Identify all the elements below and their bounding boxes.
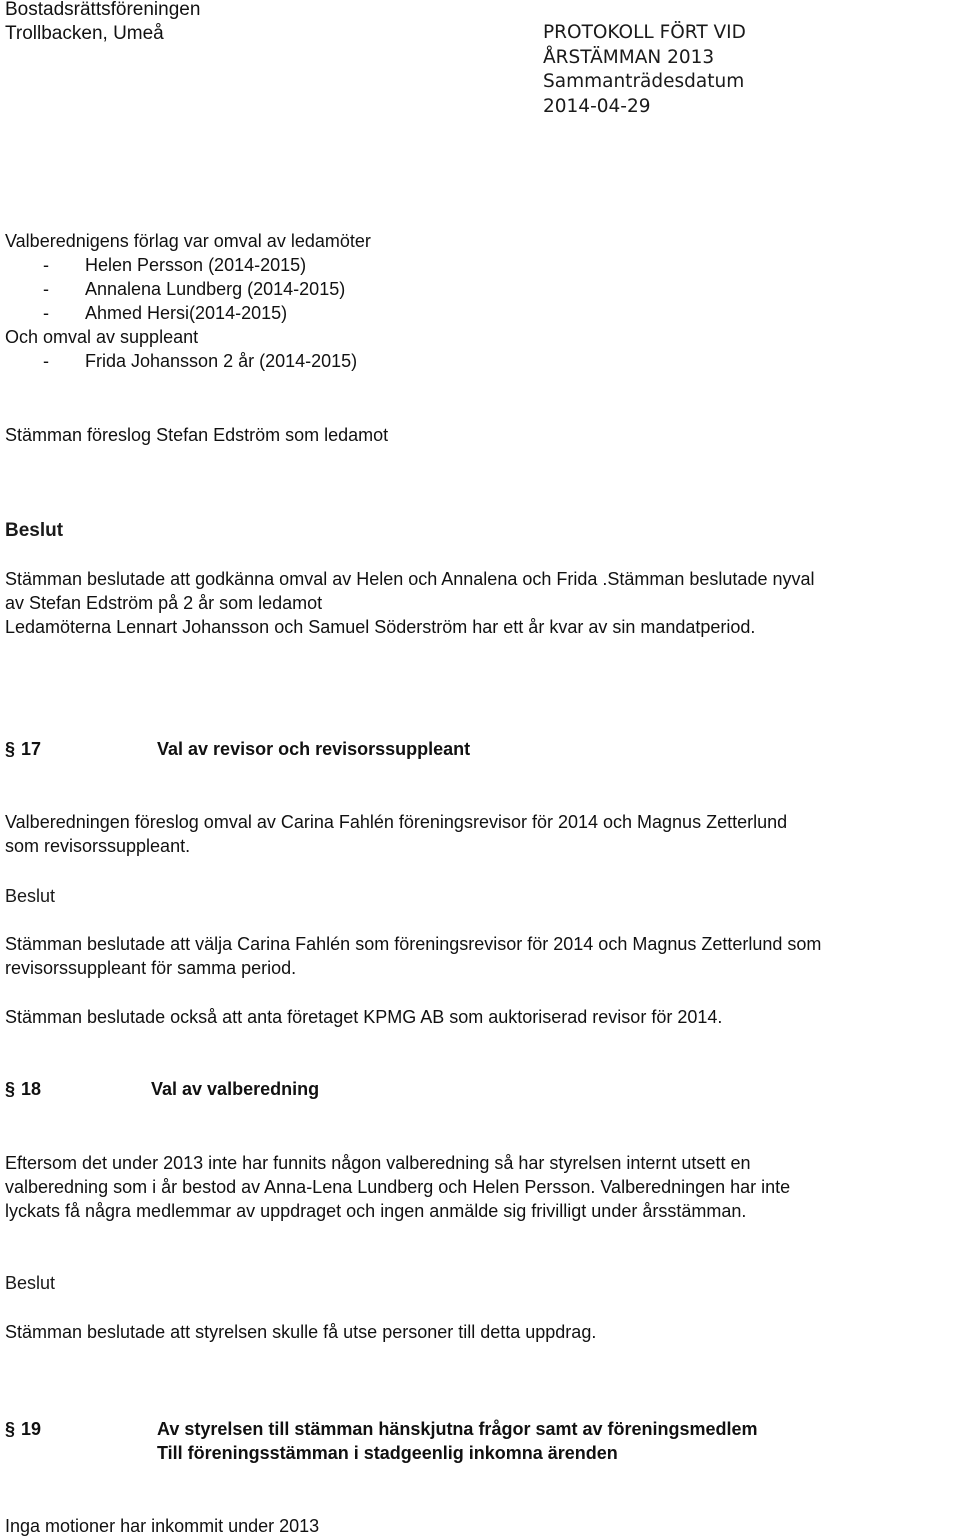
dash-bullet: -	[43, 255, 49, 275]
section-title-line-2: Till föreningsstämman i stadgeenlig inkomna ärenden	[157, 1443, 618, 1463]
paragraph-symbol: §	[5, 739, 16, 759]
section-title: Val av valberedning	[151, 1079, 320, 1099]
decision-heading: Beslut	[5, 520, 64, 541]
paragraph-symbol: §	[5, 1419, 16, 1439]
organization-line-2: Trollbacken, Umeå	[5, 23, 164, 44]
meeting-proposal: Stämman föreslog Stefan Edström som ledamot	[5, 425, 389, 445]
body-line: Eftersom det under 2013 inte har funnits någon valberedning så har styrelsen internt utsett en	[5, 1153, 751, 1173]
section-number: 18	[21, 1079, 42, 1099]
decision-line: Ledamöterna Lennart Johansson och Samuel Söderström har ett år kvar av sin mandatperiod.	[5, 617, 756, 637]
decision-line: Stämman beslutade att välja Carina Fahlén som föreningsrevisor för 2014 och Magnus Zetterlund som	[5, 934, 822, 954]
list-item	[5, 301, 371, 325]
dash-bullet: -	[43, 279, 49, 299]
body-line: lyckats få några medlemmar av uppdraget och ingen anmälde sig frivilligt under årsstämman.	[5, 1201, 747, 1221]
date-label: Sammanträdesdatum	[543, 71, 745, 92]
proposal-line: Valberedningen föreslog omval av Carina Fahlén föreningsrevisor för 2014 och Magnus Zetterlund	[5, 812, 788, 832]
organization-line-1: Bostadsrättsföreningen	[5, 0, 201, 20]
decision-heading: Beslut	[5, 886, 56, 906]
section-title: Val av revisor och revisorssuppleant	[157, 739, 471, 759]
decision-line: revisorssuppleant för samma period.	[5, 958, 297, 978]
dash-bullet: -	[43, 303, 49, 323]
protocol-header	[543, 21, 746, 119]
member-name: Ahmed Hersi(2014-2015)	[85, 303, 288, 323]
list-item	[5, 349, 371, 373]
organization-name	[5, 0, 200, 46]
motions-note: Inga motioner har inkommit under 2013	[5, 1516, 320, 1536]
section-number: 19	[21, 1419, 42, 1439]
protocol-title-line-2: ÅRSTÄMMAN 2013	[543, 46, 715, 68]
decision-heading: Beslut	[5, 1273, 56, 1293]
auditor-decision: Stämman beslutade också att anta företaget KPMG AB som auktoriserad revisor för 2014.	[5, 1007, 723, 1027]
nomination-body	[5, 1151, 790, 1223]
list-item	[5, 277, 371, 301]
decision-text	[5, 932, 821, 980]
protocol-title-line-1: PROTOKOLL FÖRT VID	[543, 22, 746, 43]
decision-line: av Stefan Edström på 2 år som ledamot	[5, 593, 323, 613]
dash-bullet: -	[43, 351, 49, 371]
list-item	[5, 253, 371, 277]
decision-line: Stämman beslutade att godkänna omval av Helen och Annalena och Frida .Stämman beslutade nyval	[5, 569, 815, 589]
date-value: 2014-04-29	[543, 95, 651, 117]
body-line: valberedning som i år bestod av Anna-Lena Lundberg och Helen Persson. Valberedningen har inte	[5, 1177, 791, 1197]
auditor-proposal	[5, 810, 787, 858]
section-title-line-1: Av styrelsen till stämman hänskjutna frågor samt av föreningsmedlem	[157, 1419, 758, 1439]
member-name: Helen Persson (2014-2015)	[85, 255, 307, 275]
decision-text	[5, 567, 815, 639]
decision-text: Stämman beslutade att styrelsen skulle få utse personer till detta uppdrag.	[5, 1322, 597, 1342]
section-number: 17	[21, 739, 42, 759]
election-proposal	[5, 229, 371, 373]
paragraph-symbol: §	[5, 1079, 16, 1099]
proposal-intro: Valberednigens förlag var omval av ledamöter	[5, 231, 371, 251]
substitute-intro: Och omval av suppleant	[5, 327, 199, 347]
substitute-name: Frida Johansson 2 år (2014-2015)	[85, 351, 358, 371]
member-name: Annalena Lundberg (2014-2015)	[85, 279, 346, 299]
proposal-line: som revisorssuppleant.	[5, 836, 191, 856]
